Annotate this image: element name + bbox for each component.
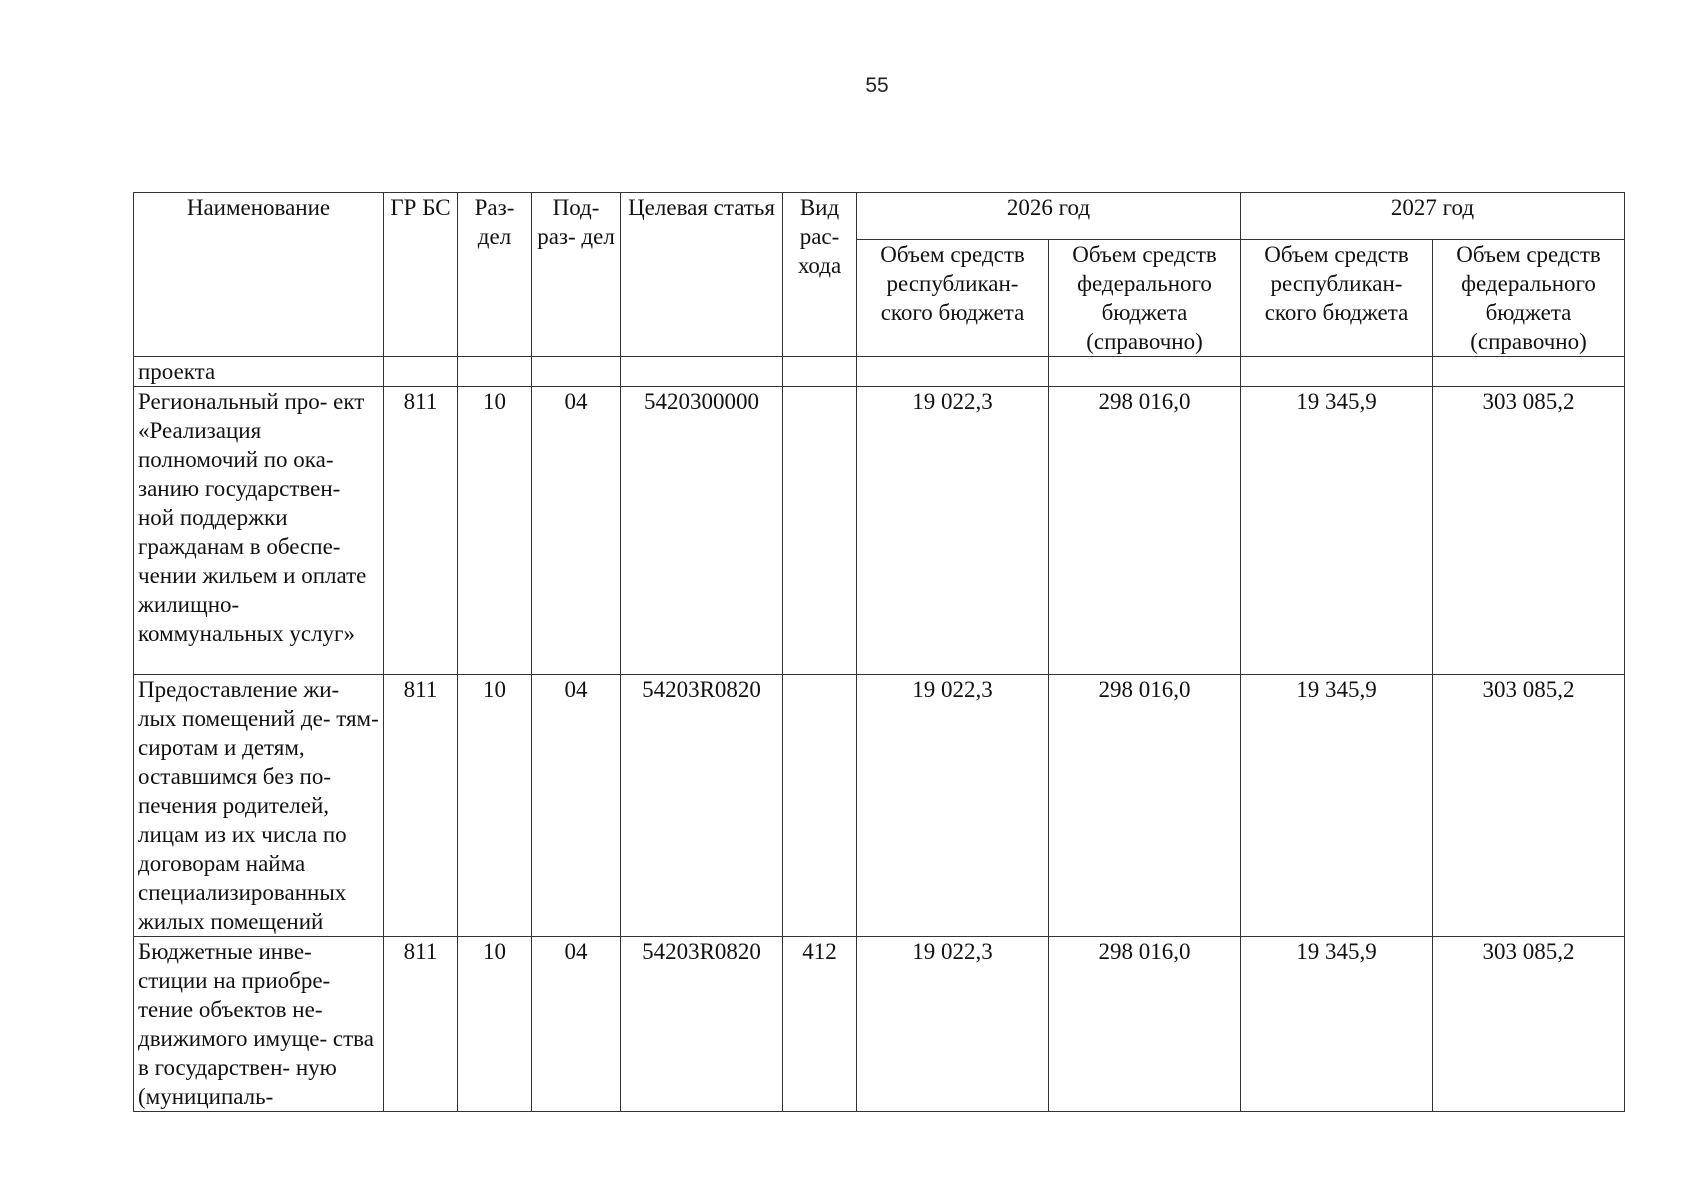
table-row bbox=[134, 937, 1625, 1112]
page-number: 55 bbox=[865, 74, 889, 97]
cell-target bbox=[621, 357, 783, 387]
cell-target: 54203R0820 bbox=[621, 937, 783, 1112]
table-row bbox=[134, 675, 1625, 937]
cell-2027-fed: 303 085,2 bbox=[1433, 675, 1625, 937]
cell-target: 5420300000 bbox=[621, 387, 783, 675]
cell-podrazdel: 04 bbox=[532, 937, 621, 1112]
cell-2026-rep: 19 022,3 bbox=[857, 937, 1049, 1112]
cell-2027-fed: 303 085,2 bbox=[1433, 387, 1625, 675]
cell-razdel: 10 bbox=[458, 387, 532, 675]
table-row bbox=[134, 387, 1625, 675]
table-row bbox=[134, 357, 1625, 387]
cell-razdel bbox=[458, 357, 532, 387]
header-year-2026: 2026 год bbox=[857, 193, 1241, 240]
cell-2027-rep: 19 345,9 bbox=[1241, 387, 1433, 675]
cell-podrazdel: 04 bbox=[532, 675, 621, 937]
cell-grbs: 811 bbox=[384, 937, 458, 1112]
header-name: Наименование bbox=[134, 193, 384, 357]
cell-2026-fed: 298 016,0 bbox=[1049, 387, 1241, 675]
cell-grbs bbox=[384, 357, 458, 387]
cell-2026-rep bbox=[857, 357, 1049, 387]
cell-2026-fed: 298 016,0 bbox=[1049, 937, 1241, 1112]
cell-name: проекта bbox=[134, 357, 384, 387]
header-razdel: Раз- дел bbox=[458, 193, 532, 357]
cell-razdel: 10 bbox=[458, 675, 532, 937]
subheader-2027-rep: Объем средств республикан- ского бюджета bbox=[1241, 240, 1433, 357]
cell-name: Бюджетные инве- стиции на приобре- тение объектов не- движимого имуще- ства в государствен- ную (муниципаль- bbox=[134, 937, 384, 1112]
header-grbs: ГР БС bbox=[384, 193, 458, 357]
cell-target: 54203R0820 bbox=[621, 675, 783, 937]
cell-2027-rep bbox=[1241, 357, 1433, 387]
cell-podrazdel bbox=[532, 357, 621, 387]
cell-2026-fed: 298 016,0 bbox=[1049, 675, 1241, 937]
header-year-2027: 2027 год bbox=[1241, 193, 1625, 240]
subheader-2026-fed: Объем средств федерального бюджета (справочно) bbox=[1049, 240, 1241, 357]
cell-2026-rep: 19 022,3 bbox=[857, 675, 1049, 937]
cell-2027-fed bbox=[1433, 357, 1625, 387]
cell-2026-rep: 19 022,3 bbox=[857, 387, 1049, 675]
header-row bbox=[134, 193, 1625, 240]
cell-2027-rep: 19 345,9 bbox=[1241, 937, 1433, 1112]
header-vid: Вид рас- хода bbox=[783, 193, 857, 357]
cell-2027-fed: 303 085,2 bbox=[1433, 937, 1625, 1112]
cell-2027-rep: 19 345,9 bbox=[1241, 675, 1433, 937]
cell-razdel: 10 bbox=[458, 937, 532, 1112]
cell-name: Региональный про- ект «Реализация полномочий по ока- занию государствен- ной поддержки гражданам в обеспе- чении жильем и оплате жилищно- коммунальных услуг» bbox=[134, 387, 384, 675]
cell-vid bbox=[783, 675, 857, 937]
cell-2026-fed bbox=[1049, 357, 1241, 387]
subheader-2027-fed: Объем средств федерального бюджета (справочно) bbox=[1433, 240, 1625, 357]
cell-podrazdel: 04 bbox=[532, 387, 621, 675]
cell-vid bbox=[783, 387, 857, 675]
cell-grbs: 811 bbox=[384, 387, 458, 675]
subheader-2026-rep: Объем средств республикан- ского бюджета bbox=[857, 240, 1049, 357]
cell-grbs: 811 bbox=[384, 675, 458, 937]
cell-name: Предоставление жи- лых помещений де- тям-сиротам и детям, оставшимся без по- печения родителей, лицам из их числа по договорам найма специализированных жилых помещений bbox=[134, 675, 384, 937]
cell-vid: 412 bbox=[783, 937, 857, 1112]
cell-vid bbox=[783, 357, 857, 387]
budget-table bbox=[133, 192, 1625, 1112]
header-podrazdel: Под- раз- дел bbox=[532, 193, 621, 357]
header-target: Целевая статья bbox=[621, 193, 783, 357]
